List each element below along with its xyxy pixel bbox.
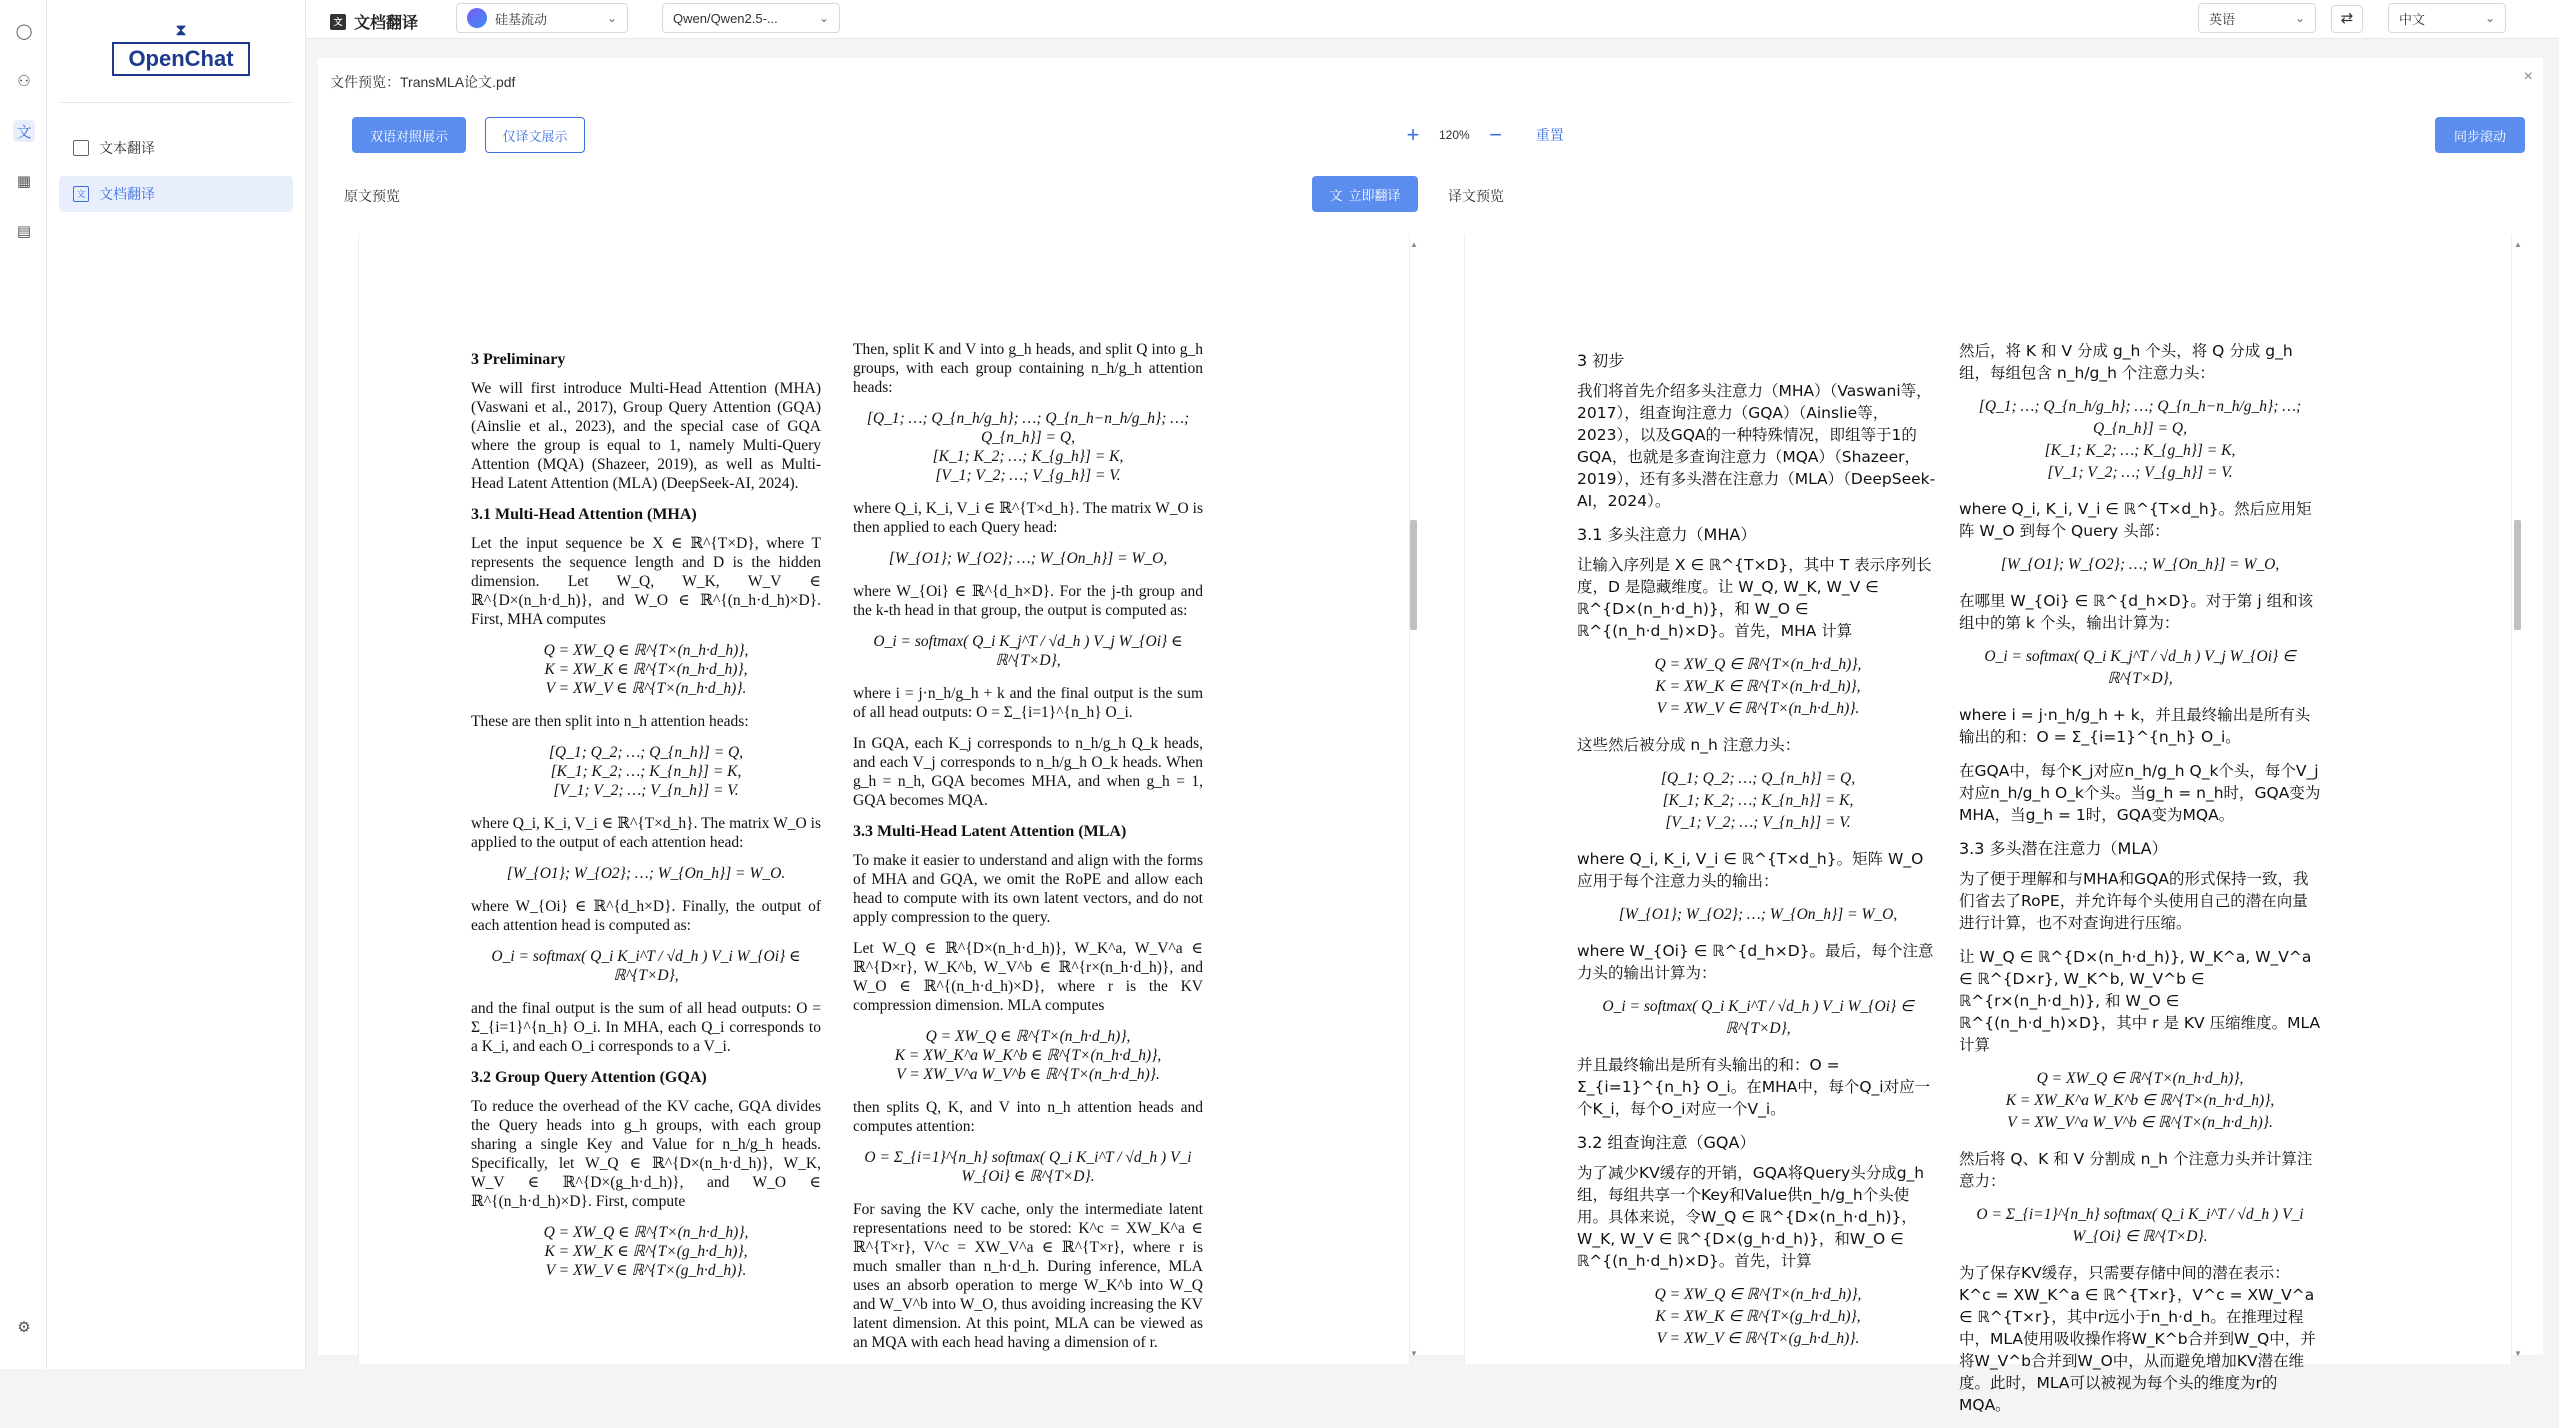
target-document-view[interactable] [1464,234,2512,1414]
source-pane-label: 原文预览 [344,188,400,204]
equation-block: O_i = softmax( Q_i K_j^T / √d_h ) V_j W_{Oi} ∈ ℝ^{T×D}, [1984,648,2296,687]
users-icon[interactable]: ⚇ [17,73,31,90]
settings-icon[interactable]: ⚙ [17,1319,31,1336]
equation-block: O_i = softmax( Q_i K_i^T / √d_h ) V_i W_{Oi} ∈ ℝ^{T×D}, [491,948,801,984]
sidebar [47,0,306,1369]
paragraph: where Q_i, K_i, V_i ∈ ℝ^{T×d_h}. The matrix W_O is applied to the output of each attention head: [471,815,821,851]
paragraph: Let the input sequence be X ∈ ℝ^{T×D}, where T represents the sequence length and D is the hidden dimension. Let W_Q, W_K, W_V ∈ ℝ^{D×(n_h·d_h)}, and W_O ∈ ℝ^{(n_h·d_h)×D}. First, MHA computes [471,535,821,628]
translate-icon[interactable]: 文 [13,120,35,142]
translate-now-button[interactable] [1312,176,1418,212]
paragraph: 然后，将 K 和 V 分成 g_h 个头，将 Q 分成 g_h 组，每组包含 n_h/g_h 个注意力头： [1959,342,2293,382]
equation-block: O = Σ_{i=1}^{n_h} softmax( Q_i K_i^T / √d_h ) V_i W_{Oi} ∈ ℝ^{T×D}. [864,1149,1192,1185]
section-heading: 3 初步 [1577,351,1625,370]
page-title [330,10,418,33]
target-scroll-thumb[interactable] [2514,520,2521,630]
equation-block: [Q_1; …; Q_{n_h/g_h}; …; Q_{n_h−n_h/g_h}; …; Q_{n_h}] = Q, [K_1; K_2; …; K_{g_h}] = K, [V_1; V_2; …; V_{g_h}] = V. [1978,398,2302,481]
chevron-down-icon: ⌄ [606,11,617,25]
swap-icon: ⇄ [2340,10,2354,27]
model-select-value: Qwen/Qwen2.5-... [673,10,778,26]
paragraph: 为了便于理解和与MHA和GQA的形式保持一致，我们省去了RoPE，并允许每个头使用自己的潜在向量进行计算，也不对查询进行压缩。 [1959,870,2309,932]
document-icon [73,140,89,156]
target-language-select[interactable] [2388,3,2506,33]
scroll-down-icon[interactable]: ▼ [1410,1349,1418,1358]
equation-block: [Q_1; …; Q_{n_h/g_h}; …; Q_{n_h−n_h/g_h}; …; Q_{n_h}] = Q, [K_1; K_2; …; K_{g_h}] = K, [V_1; V_2; …; V_{g_h}] = V. [866,410,1190,484]
paragraph: In GQA, each K_j corresponds to n_h/g_h Q_k heads, and each V_j corresponds to n_h/g_h O_k heads. When g_h = n_h, GQA becomes MHA, and when g_h = 1, GQA becomes MQA. [853,735,1203,809]
paragraph: where i = j·n_h/g_h + k and the final output is the sum of all head outputs: O = Σ_{i=1}^{n_h} O_i. [853,685,1203,721]
equation-block: [W_{O1}; W_{O2}; …; W_{On_h}] = W_O. [506,865,786,882]
notebook-icon[interactable]: ▤ [16,223,32,240]
paragraph: 让输入序列是 X ∈ ℝ^{T×D}，其中 T 表示序列长度，D 是隐藏维度。让 W_Q, W_K, W_V ∈ ℝ^{D×(n_h·d_h)}，和 W_O ∈ ℝ^{(n_h·d_h)×D}。首先，MHA 计算 [1577,556,1932,640]
provider-select-value: 硅基流动 [495,11,548,27]
equation-block: Q = XW_Q ∈ ℝ^{T×(n_h·d_h)}, K = XW_K ∈ ℝ^{T×(g_h·d_h)}, V = XW_V ∈ ℝ^{T×(g_h·d_h)}. [543,1224,749,1279]
sidebar-item-text-translation[interactable] [59,130,293,166]
paragraph: where W_{Oi} ∈ ℝ^{d_h×D}。最后，每个注意力头的输出计算为： [1577,942,1934,982]
equation-block: [W_{O1}; W_{O2}; …; W_{On_h}] = W_O, [2000,556,2280,573]
translation-only-button[interactable]: 仅译文展示 [485,117,585,153]
equation-block: Q = XW_Q ∈ ℝ^{T×(n_h·d_h)}, K = XW_K ∈ ℝ^{T×(g_h·d_h)}, V = XW_V ∈ ℝ^{T×(g_h·d_h)}. [1654,1286,1862,1347]
page-title-text: 文档翻译 [354,15,419,32]
equation-block: [Q_1; Q_2; …; Q_{n_h}] = Q, [K_1; K_2; …; K_{n_h}] = K, [V_1; V_2; …; V_{n_h}] = V. [1660,770,1856,831]
paragraph: We will first introduce Multi-Head Attention (MHA) (Vaswani et al., 2017), Group Query Attention (GQA) (Ainslie et al., 2023), and the special case of GQA where the group is equal to 1, namely Multi-Query Attention (MQA) (Shazeer, 2019), as well as Multi-Head Latent Attention (MLA) (DeepSeek-AI, 2024). [471,380,821,492]
source-document-view[interactable] [358,234,1410,1364]
swap-languages-button[interactable] [2331,5,2363,33]
logo-text: OpenChat [112,42,249,76]
zoom-controls [1403,122,1564,147]
paragraph: 为了保存KV缓存，只需要存储中间的潜在表示：K^c = XW_K^a ∈ ℝ^{T×r}，V^c = XW_V^a ∈ ℝ^{T×r}，其中r远小于n_h·d_h。在推理过程中，MLA使用吸收操作将W_K^b合并到W_Q中，并将W_V^b合并到W_O中，从而避免增加KV潜在维度。此时，MLA可以被视为每个头的维度为r的MQA。 [1959,1264,2316,1414]
source-column-left [471,340,821,1294]
source-scroll-thumb[interactable] [1410,520,1417,630]
source-language-value: 英语 [2209,11,2236,27]
equation-block: Q = XW_Q ∈ ℝ^{T×(n_h·d_h)}, K = XW_K^a W_K^b ∈ ℝ^{T×(n_h·d_h)}, V = XW_V^a W_V^b ∈ ℝ^{T×(n_h·d_h)}. [894,1028,1162,1083]
target-scrollbar[interactable] [2514,240,2522,1358]
equation-block: [W_{O1}; W_{O2}; …; W_{On_h}] = W_O, [888,550,1168,567]
paragraph: where W_{Oi} ∈ ℝ^{d_h×D}. Finally, the output of each attention head is computed as: [471,898,821,934]
close-icon[interactable]: × [2523,68,2533,85]
equation-block: [W_{O1}; W_{O2}; …; W_{On_h}] = W_O, [1618,906,1898,923]
provider-logo-icon [467,8,487,28]
paragraph: 这些然后被分成 n_h 注意力头： [1577,736,1801,754]
paragraph: 为了减少KV缓存的开销，GQA将Query头分成g_h组，每组共享一个Key和Value供n_h/g_h个头使用。具体来说，令W_Q ∈ ℝ^{D×(n_h·d_h)}，W_K, W_V ∈ ℝ^{D×(g_h·d_h)}，和W_O ∈ ℝ^{(n_h·d_h)×D}。首先，计算 [1577,1164,1925,1270]
paragraph: and the final output is the sum of all head outputs: O = Σ_{i=1}^{n_h} O_i. In MHA, each Q_i corresponds to a K_i, and each O_i corresponds to a V_i. [471,1000,821,1055]
target-column-right [1959,340,2321,1428]
scroll-down-icon[interactable]: ▼ [2514,1349,2522,1358]
target-pane-label: 译文预览 [1448,188,1504,204]
bilingual-view-button[interactable]: 双语对照展示 [352,117,466,153]
equation-block: Q = XW_Q ∈ ℝ^{T×(n_h·d_h)}, K = XW_K^a W_K^b ∈ ℝ^{T×(n_h·d_h)}, V = XW_V^a W_V^b ∈ ℝ^{T×(n_h·d_h)}. [2005,1070,2275,1131]
paragraph: where Q_i, K_i, V_i ∈ ℝ^{T×d_h}。然后应用矩阵 W_O 到每个 Query 头部： [1959,500,2312,540]
section-heading: 3.3 Multi-Head Latent Attention (MLA) [853,823,1127,840]
paragraph: 我们将首先介绍多头注意力（MHA）（Vaswani等，2017），组查询注意力（GQA）（Ainslie等，2023），以及GQA的一种特殊情况，即组等于1的GQA，也就是多查询注意力（MQA）（Shazeer，2019），还有多头潜在注意力（MLA）（DeepSeek-AI，2024）。 [1577,382,1936,510]
paragraph: where i = j·n_h/g_h + k，并且最终输出是所有头输出的和：O = Σ_{i=1}^{n_h} O_i。 [1959,706,2311,746]
paragraph: To make it easier to understand and align with the forms of MHA and GQA, we omit the RoPE and allow each head to compute with its own latent vectors, and do not apply compression to the query. [853,852,1203,926]
sidebar-item-label: 文档翻译 [99,186,155,202]
chevron-down-icon: ⌄ [2484,11,2495,25]
sidebar-item-label: 文本翻译 [99,140,155,156]
paragraph: Let W_Q ∈ ℝ^{D×(n_h·d_h)}, W_K^a, W_V^a ∈ ℝ^{D×r}, W_K^b, W_V^b ∈ ℝ^{r×(n_h·d_h)}, and W_O ∈ ℝ^{(n_h·d_h)×D}, where r is the KV compression dimension. MLA computes [853,940,1203,1014]
top-bar [306,0,2559,39]
paragraph: 在哪里 W_{Oi} ∈ ℝ^{d_h×D}。对于第 j 组和该组中的第 k 个头，输出计算为： [1959,592,2314,632]
paragraph: For saving the KV cache, only the intermediate latent representations need to be stored: K^c = XW_K^a ∈ ℝ^{T×r}, V^c = XW_V^a ∈ ℝ^{T×r}, where r is much smaller than n_h·d_h. During inference, MLA uses an absorb operation to merge W_K^b into W_Q and W_V^b into W_O, thus avoiding increasing the KV latent dimension. At this point, MLA can be viewed as an MQA with each head having a dimension of r. [853,1201,1203,1351]
equation-block: Q = XW_Q ∈ ℝ^{T×(n_h·d_h)}, K = XW_K ∈ ℝ^{T×(n_h·d_h)}, V = XW_V ∈ ℝ^{T×(n_h·d_h)}. [543,642,749,697]
zoom-in-button[interactable]: + [1406,122,1420,147]
section-heading: 3.2 组查询注意（GQA） [1577,1133,1756,1152]
target-column-left [1577,340,1939,1364]
file-preview-panel [318,58,2543,1414]
paragraph: 让 W_Q ∈ ℝ^{D×(n_h·d_h)}, W_K^a, W_V^a ∈ ℝ^{D×r}, W_K^b, W_V^b ∈ ℝ^{r×(n_h·d_h)}, 和 W_O ∈ ℝ^{(n_h·d_h)×D}，其中 r 是 KV 压缩维度。MLA 计算 [1959,948,2321,1054]
equation-block: O = Σ_{i=1}^{n_h} softmax( Q_i K_i^T / √d_h ) V_i W_{Oi} ∈ ℝ^{T×D}. [1976,1206,2304,1245]
source-column-right [853,340,1203,1364]
equation-block: Q = XW_Q ∈ ℝ^{T×(n_h·d_h)}, K = XW_K ∈ ℝ^{T×(n_h·d_h)}, V = XW_V ∈ ℝ^{T×(n_h·d_h)}. [1654,656,1862,717]
chevron-down-icon: ⌄ [818,11,829,25]
section-heading: 3.1 Multi-Head Attention (MHA) [471,506,697,523]
provider-select[interactable] [456,3,628,33]
translate-icon: 文 [1329,187,1343,203]
paragraph: where Q_i, K_i, V_i ∈ ℝ^{T×d_h}。矩阵 W_O 应用于每个注意力头的输出： [1577,850,1924,890]
logo-mark-icon: ⧗ [175,22,187,39]
scroll-up-icon[interactable]: ▲ [1410,240,1418,249]
zoom-out-button[interactable]: − [1489,122,1503,147]
sync-scroll-button[interactable]: 同步滚动 [2435,117,2525,153]
document-translate-icon: 文 [330,14,346,30]
file-translate-icon: 文 [73,186,89,202]
sidebar-item-document-translation[interactable] [59,176,293,212]
section-heading: 3.3 多头潜在注意力（MLA） [1959,839,2168,858]
paragraph: then splits Q, K, and V into n_h attention heads and computes attention: [853,1099,1203,1135]
equation-block: O_i = softmax( Q_i K_i^T / √d_h ) V_i W_{Oi} ∈ ℝ^{T×D}, [1602,998,1914,1037]
paragraph: where Q_i, K_i, V_i ∈ ℝ^{T×d_h}. The matrix W_O is then applied to each Query head: [853,500,1203,536]
equation-block: [Q_1; Q_2; …; Q_{n_h}] = Q, [K_1; K_2; …; K_{n_h}] = K, [V_1; V_2; …; V_{n_h}] = V. [548,744,744,799]
section-heading: 3.1 多头注意力（MHA） [1577,525,1757,544]
paragraph: where W_{Oi} ∈ ℝ^{d_h×D}. For the j-th group and the k-th head in that group, the output is computed as: [853,583,1203,619]
chevron-down-icon: ⌄ [2294,11,2305,25]
file-preview-title: 文件预览：TransMLA论文.pdf [330,74,516,90]
icon-rail [0,0,47,1369]
section-heading: 3 Preliminary [471,351,566,368]
section-heading: 3.2 Group Query Attention (GQA) [471,1069,707,1086]
source-scrollbar[interactable] [1410,240,1418,1358]
source-language-select[interactable] [2198,3,2316,33]
reset-zoom-button[interactable]: 重置 [1535,127,1564,143]
sidebar-divider [59,102,293,103]
brand-logo [101,22,261,84]
zoom-level: 120% [1439,128,1470,142]
scroll-up-icon[interactable]: ▲ [2514,240,2522,249]
paragraph: 然后将 Q、K 和 V 分割成 n_h 个注意力头并计算注意力： [1959,1150,2313,1190]
apps-grid-icon[interactable]: ▦ [16,173,32,190]
model-select[interactable] [662,3,840,33]
paragraph: 并且最终输出是所有头输出的和：O = Σ_{i=1}^{n_h} O_i。在MHA中，每个Q_i对应一个K_i，每个O_i对应一个V_i。 [1577,1056,1931,1118]
target-language-value: 中文 [2399,11,2426,27]
paragraph: These are then split into n_h attention heads: [471,713,749,730]
paragraph: 在GQA中，每个K_j对应n_h/g_h Q_k个头，每个V_j对应n_h/g_h O_k个头。当g_h = n_h时，GQA变为MHA，当g_h = 1时，GQA变为MQA。 [1959,762,2321,824]
paragraph: Then, split K and V into g_h heads, and split Q into g_h groups, with each group containing n_h/g_h attention heads: [853,341,1203,396]
paragraph: To reduce the overhead of the KV cache, GQA divides the Query heads into g_h groups, with each group sharing a single Key and Value for n_h/g_h heads. Specifically, let W_Q ∈ ℝ^{D×(n_h·d_h)}, W_K, W_V ∈ ℝ^{D×(g_h·d_h)}, and W_O ∈ ℝ^{(n_h·d_h)×D}. First, compute [471,1098,821,1210]
equation-block: O_i = softmax( Q_i K_j^T / √d_h ) V_j W_{Oi} ∈ ℝ^{T×D}, [873,633,1183,669]
translate-now-label: 立即翻译 [1348,187,1401,203]
chat-icon[interactable]: ◯ [15,23,33,40]
